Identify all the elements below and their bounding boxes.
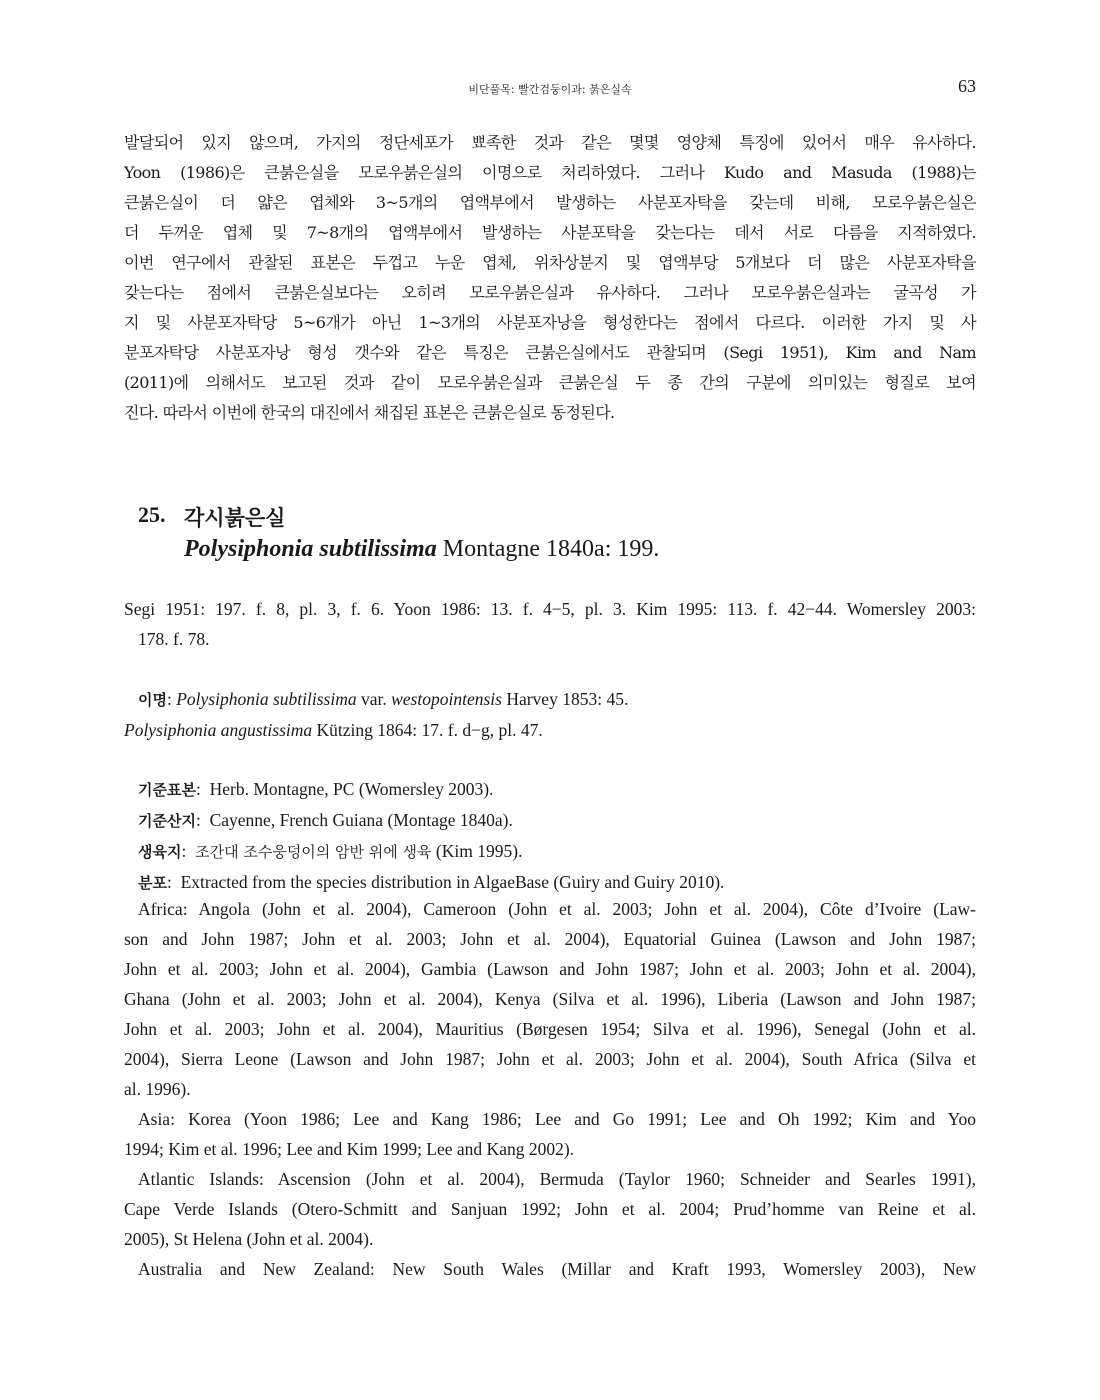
- distribution-line: Asia: Korea (Yoon 1986; Lee and Kang 1986; Lee and Go 1991; Lee and Oh 1992; Kim and Yoo: [138, 1109, 976, 1129]
- text-line: (2011)에 의해서도 보고된 것과 같이 모로우붉은실과 큰붉은실 두 종 간의 구분에 의미있는 형질로 보여: [124, 373, 976, 392]
- text-line: 더 두꺼운 엽체 및 7~8개의 엽액부에서 발생하는 사분포탁을 갖는다는 데서 서로 다름을 지적하였다.: [124, 223, 976, 242]
- synonym-authority: Kützing 1864: 17. f. d−g, pl. 47.: [312, 720, 543, 740]
- distribution-label: 분포: [138, 874, 167, 892]
- habitat-value: 조간대 조수웅덩이의 암반 위에 생육: [195, 843, 432, 861]
- text-line: 진다. 따라서 이번에 한국의 대진에서 채집된 표본은 큰붉은실로 동정된다.: [124, 403, 615, 422]
- synonyms: [124, 684, 976, 745]
- synonym-rank: var.: [356, 689, 392, 709]
- distribution-line: Ghana (John et al. 2003; John et al. 2004), Kenya (Silva et al. 1996), Liberia (Lawson and John 1987;: [124, 989, 976, 1009]
- species-korean-name: 각시붉은실: [184, 505, 286, 530]
- text-line: 발달되어 있지 않으며, 가지의 정단세포가 뾰족한 것과 같은 몇몇 영양체 특징에 있어서 매우 유사하다.: [124, 133, 976, 152]
- distribution-line: 1994; Kim et al. 1996; Lee and Kim 1999; Lee and Kang 2002).: [124, 1139, 575, 1159]
- distribution-line: Atlantic Islands: Ascension (John et al. 2004), Bermuda (Taylor 1960; Schneider and Searles 1991),: [138, 1169, 976, 1189]
- habitat-row: 생육지: 조간대 조수웅덩이의 암반 위에 생육 (Kim 1995).: [138, 841, 523, 861]
- distribution-list: [124, 894, 976, 1284]
- page-number: 63: [958, 76, 976, 96]
- type-locality-label: 기준산지: [138, 812, 196, 830]
- species-scientific-line: [184, 536, 659, 563]
- distribution-line: Australia and New Zealand: New South Wales (Millar and Kraft 1993, Womersley 2003), New: [138, 1259, 976, 1279]
- text-line: 분포자탁당 사분포자낭 형성 갯수와 같은 특징은 큰붉은실에서도 관찰되며 (Segi 1951), Kim and Nam: [124, 343, 976, 362]
- distribution-line: John et al. 2003; John et al. 2004), Mauritius (Børgesen 1954; Silva et al. 1996), Senegal (John et al.: [124, 1019, 976, 1039]
- synonym-row: [124, 715, 976, 745]
- distribution-line: Cape Verde Islands (Otero-Schmitt and Sanjuan 1992; John et al. 2004; Prud’homme van Reine et al.: [124, 1199, 976, 1219]
- distribution-line: Africa: Angola (John et al. 2004), Cameroon (John et al. 2003; John et al. 2004), Côte d’Ivoire (Law-: [138, 899, 976, 919]
- type-specimen-value: Herb. Montagne, PC (Womersley 2003).: [209, 779, 494, 799]
- references-line: 178. f. 78.: [138, 629, 210, 649]
- running-title: 비단풀목: 빨간검둥이과: 붉은실속: [468, 83, 632, 96]
- species-number: 25.: [138, 502, 166, 527]
- synonym-variety: westopointensis: [391, 689, 502, 709]
- type-specimen-row: 기준표본: Herb. Montagne, PC (Womersley 2003).: [138, 779, 494, 799]
- document-page: [124, 0, 976, 1400]
- synonyms-label: 이명: [138, 691, 167, 709]
- distribution-value: Extracted from the species distribution in AlgaeBase (Guiry and Guiry 2010).: [180, 872, 725, 892]
- distribution-line: John et al. 2003; John et al. 2004), Gambia (Lawson and John 1987; John et al. 2003; John et al. 2004),: [124, 959, 976, 979]
- type-locality-row: 기준산지: Cayenne, French Guiana (Montage 1840a).: [138, 810, 513, 830]
- references: [124, 594, 976, 654]
- habitat-reference: (Kim 1995).: [431, 841, 523, 861]
- synonym-authority: Harvey 1853: 45.: [501, 689, 629, 709]
- text-line: Yoon (1986)은 큰붉은실을 모로우붉은실의 이명으로 처리하였다. 그러나 Kudo and Masuda (1988)는: [124, 163, 976, 182]
- species-metadata: [124, 774, 976, 898]
- text-line: 지 및 사분포자탁당 5~6개가 아닌 1~3개의 사분포자낭을 형성한다는 점에서 다르다. 이러한 가지 및 사: [124, 313, 976, 332]
- synonym-row: 이명: Polysiphonia subtilissima var. westopointensis Harvey 1853: 45.: [138, 689, 629, 709]
- distribution-line: son and John 1987; John et al. 2003; John et al. 2004), Equatorial Guinea (Lawson and John 1987;: [124, 929, 976, 949]
- distribution-row: 분포: Extracted from the species distribution in AlgaeBase (Guiry and Guiry 2010).: [138, 872, 725, 892]
- synonym-name: Polysiphonia subtilissima: [176, 689, 357, 709]
- text-line: 큰붉은실이 더 얇은 엽체와 3~5개의 엽액부에서 발생하는 사분포자탁을 갖는데 비해, 모로우붉은실은: [124, 193, 976, 212]
- habitat-label: 생육지: [138, 843, 182, 861]
- distribution-line: 2005), St Helena (John et al. 2004).: [124, 1229, 374, 1249]
- running-header: [124, 78, 976, 98]
- text-line: 갖는다는 점에서 큰붉은실보다는 오히려 모로우붉은실과 유사하다. 그러나 모로우붉은실과는 굴곡성 가: [124, 283, 976, 302]
- text-line: 이번 연구에서 관찰된 표본은 두껍고 누운 엽체, 위차상분지 및 엽액부당 5개보다 더 많은 사분포자탁을: [124, 253, 976, 272]
- type-specimen-label: 기준표본: [138, 781, 196, 799]
- type-locality-value: Cayenne, French Guiana (Montage 1840a).: [209, 810, 513, 830]
- species-scientific-name: Polysiphonia subtilissima: [184, 536, 437, 562]
- references-line: Segi 1951: 197. f. 8, pl. 3, f. 6. Yoon 1986: 13. f. 4−5, pl. 3. Kim 1995: 113. f. 42−44. Womersley 2003:: [124, 599, 976, 619]
- synonym-name: Polysiphonia angustissima: [124, 720, 313, 740]
- distribution-line: al. 1996).: [124, 1079, 191, 1099]
- intro-paragraph: [124, 128, 976, 428]
- species-authority: Montagne 1840a: 199.: [442, 536, 660, 562]
- distribution-line: 2004), Sierra Leone (Lawson and John 1987; John et al. 2003; John et al. 2004), South Africa (Silva et: [124, 1049, 976, 1069]
